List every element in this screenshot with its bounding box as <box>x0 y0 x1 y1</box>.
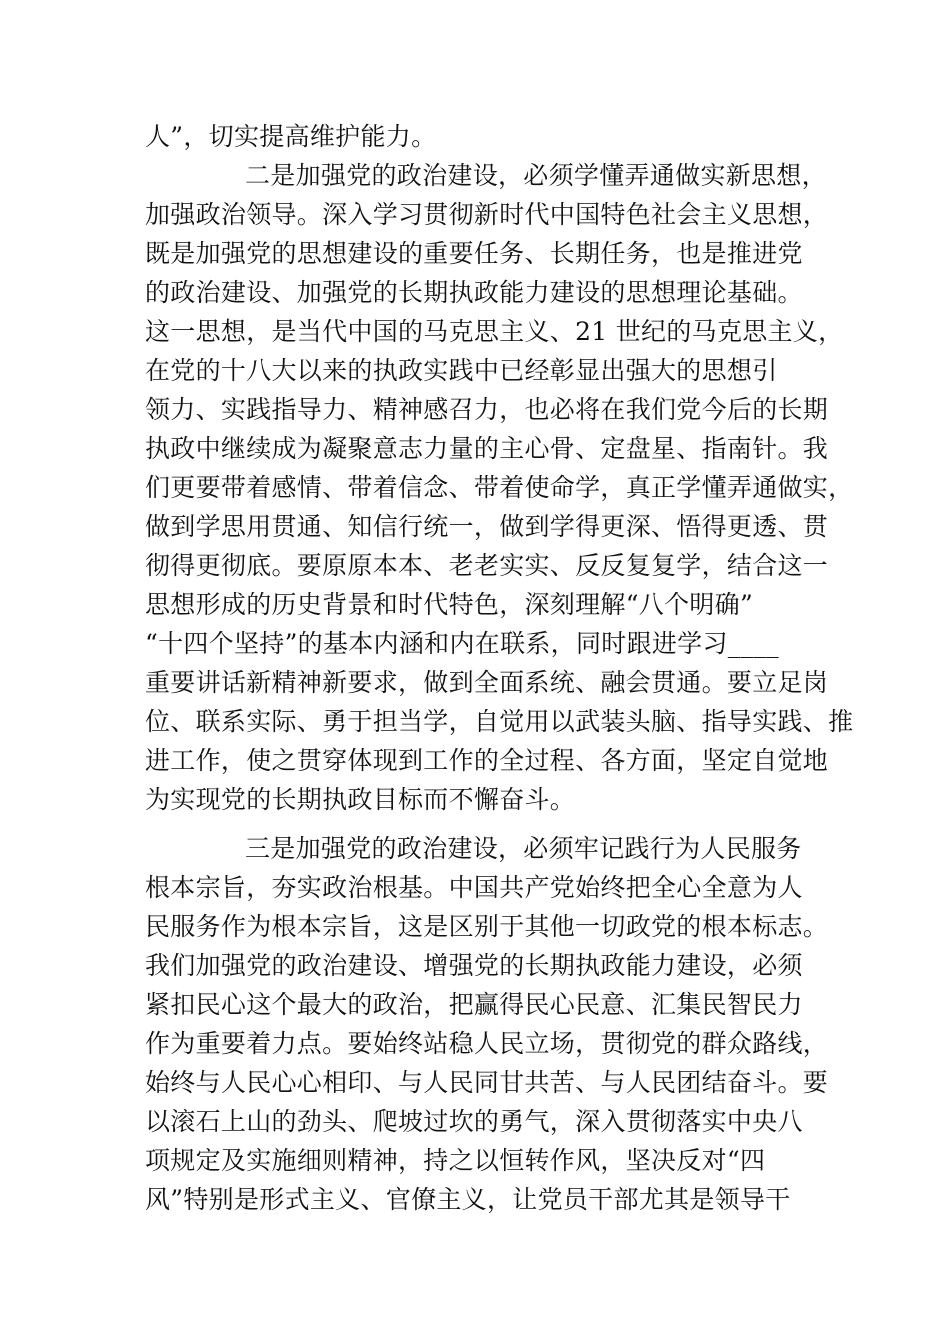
text-line: 项规定及实施细则精神，持之以恒转作风，坚决反对“四 <box>145 1146 766 1175</box>
text-line: 既是加强党的思想建设的重要任务、长期任务，也是推进党 <box>145 239 803 268</box>
text-line: 为实现党的长期执政目标而不懈奋斗。 <box>145 785 576 814</box>
text-line: 在党的十八大以来的执政实践中已经彰显出强大的思想引 <box>145 356 778 385</box>
text-line: 这一思想，是当代中国的马克思主义、21 世纪的马克思主义， <box>145 317 844 346</box>
text-line: 紧扣民心这个最大的政治，把赢得民心民意、汇集民智民力 <box>145 990 803 1019</box>
text-line: 我们加强党的政治建设、增强党的长期执政能力建设，必须 <box>145 951 803 980</box>
text-line: 思想形成的历史背景和时代特色，深刻理解“八个明确” <box>145 590 754 619</box>
text-line: 的政治建设、加强党的长期执政能力建设的思想理论基础。 <box>145 278 803 307</box>
text-line: 执政中继续成为凝聚意志力量的主心骨、定盘星、指南针。我 <box>145 434 829 463</box>
text-line: 始终与人民心心相印、与人民同甘共苦、与人民团结奋斗。要 <box>145 1068 829 1097</box>
text-line: 风”特别是形式主义、官僚主义，让党员干部尤其是领导干 <box>145 1185 791 1214</box>
paragraph-start-line: 二是加强党的政治建设，必须学懂弄通做实新思想， <box>245 161 827 190</box>
text-line: 重要讲话新精神新要求，做到全面系统、融会贯通。要立足岗 <box>145 668 829 697</box>
text-line: 领力、实践指导力、精神感召力，也必将在我们党今后的长期 <box>145 395 829 424</box>
text-line: 以滚石上山的劲头、爬坡过坎的勇气，深入贯彻落实中央八 <box>145 1107 803 1136</box>
text-line: 人”，切实提高维护能力。 <box>145 122 437 151</box>
text-line: 位、联系实际、勇于担当学，自觉用以武装头脑、指导实践、推 <box>145 707 854 736</box>
text-line: “十四个坚持”的基本内涵和内在联系，同时跟进学习____ <box>145 629 779 658</box>
text-line: 们更要带着感情、带着信念、带着使命学，真正学懂弄通做实， <box>145 473 854 502</box>
text-line: 民服务作为根本宗旨，这是区别于其他一切政党的根本标志。 <box>145 912 829 941</box>
paragraph-start-line: 三是加强党的政治建设，必须牢记践行为人民服务 <box>245 834 802 863</box>
text-line: 作为重要着力点。要始终站稳人民立场，贯彻党的群众路线， <box>145 1029 829 1058</box>
text-line: 进工作，使之贯穿体现到工作的全过程、各方面，坚定自觉地 <box>145 746 829 775</box>
text-line: 加强政治领导。深入学习贯彻新时代中国特色社会主义思想， <box>145 200 829 229</box>
text-line: 根本宗旨，夯实政治根基。中国共产党始终把全心全意为人 <box>145 873 803 902</box>
text-line: 彻得更彻底。要原原本本、老老实实、反反复复学，结合这一 <box>145 551 829 580</box>
text-line: 做到学思用贯通、知信行统一，做到学得更深、悟得更透、贯 <box>145 512 829 541</box>
